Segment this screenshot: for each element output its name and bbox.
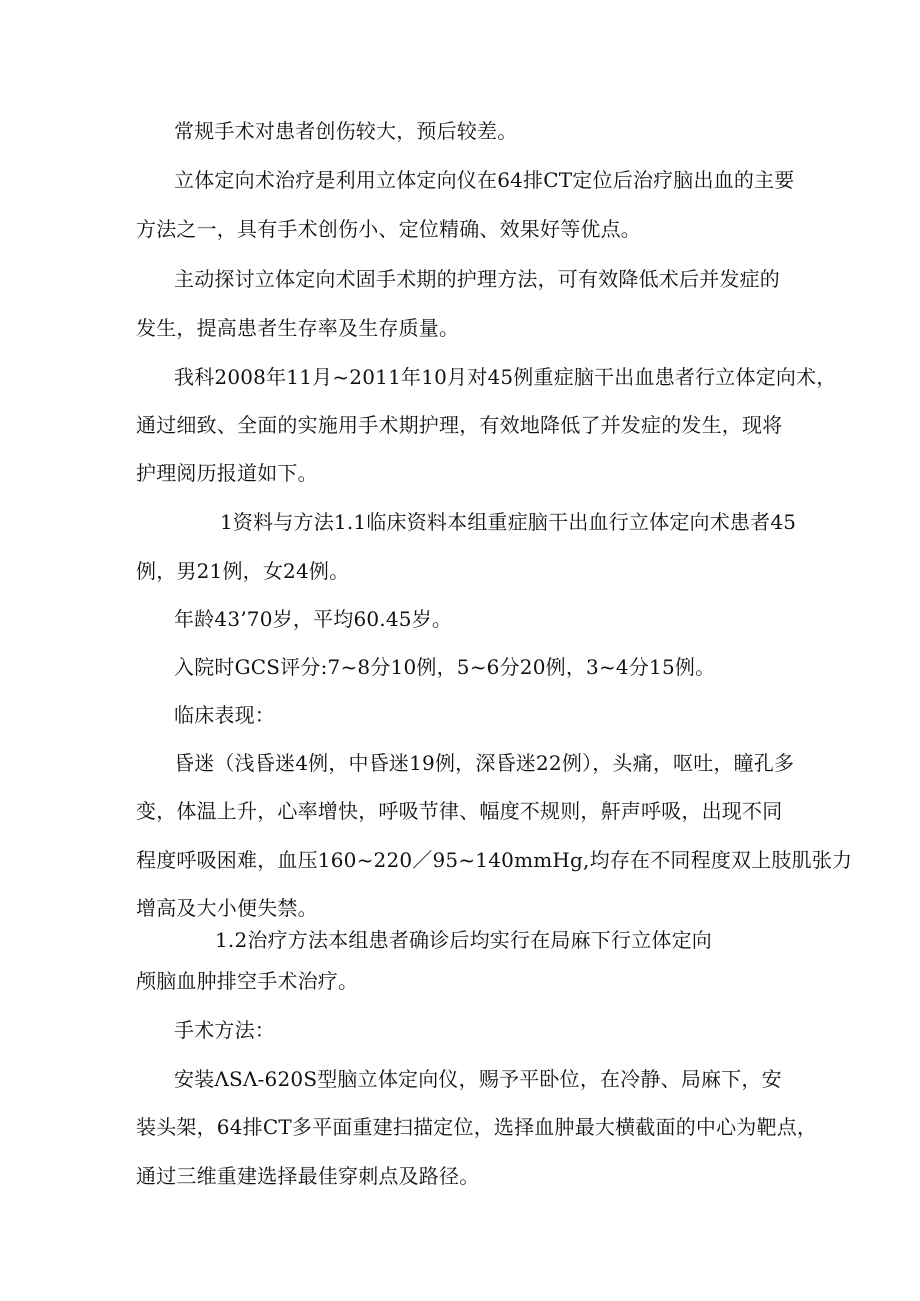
text-line: 1资料与方法1.1临床资料本组重症脑干出血行立体定向术患者45 (220, 510, 797, 534)
text-line: 增高及大小便失禁。 (136, 896, 318, 920)
text-line: 变，体温上升，心率增快，呼吸节律、幅度不规则，鼾声呼吸，出现不同 (136, 799, 783, 823)
text-line: 通过三维重建选择最佳穿刺点及路径。 (136, 1164, 480, 1188)
text-line: 发生，提高患者生存率及生存质量。 (136, 316, 460, 340)
text-line: 立体定向术治疗是利用立体定向仪在64排CT定位后治疗脑出血的主要 (174, 168, 795, 192)
text-line: 颅脑血肿排空手术治疗。 (136, 969, 359, 993)
text-line: 年龄43’70岁，平均60.45岁。 (174, 607, 453, 631)
text-line: 手术方法： (174, 1018, 275, 1042)
text-line: 通过细致、全面的实施用手术期护理，有效地降低了并发症的发生，现将 (136, 413, 783, 437)
text-line: 安装ΛSΛ-620S型脑立体定向仪，赐予平卧位，在冷静、局麻下，安 (174, 1067, 782, 1091)
text-line: 入院时GCS评分:7~8分10例，5~6分20例，3~4分15例。 (174, 655, 716, 679)
text-line: 护理阅历报道如下。 (136, 461, 318, 485)
text-line: 程度呼吸困难，血压160~220／95~140mmHg,均存在不同程度双上肢肌张力 (136, 848, 853, 872)
text-line: 1.2治疗方法本组患者确诊后均实行在局麻下行立体定向 (215, 928, 713, 952)
text-line: 主动探讨立体定向术固手术期的护理方法，可有效降低术后并发症的 (174, 267, 780, 291)
text-line: 我科2008年11月~2011年10月对45例重症脑干出血患者行立体定向术， (174, 365, 837, 389)
text-line: 方法之一，具有手术创伤小、定位精确、效果好等优点。 (136, 217, 641, 241)
text-line: 常规手术对患者创伤较大，预后较差。 (174, 119, 518, 143)
text-line: 昏迷（浅昏迷4例，中昏迷19例，深昏迷22例），头痛，呕吐，瞳孔多 (174, 751, 795, 775)
text-line: 临床表现： (174, 703, 275, 727)
text-line: 装头架，64排CT多平面重建扫描定位，选择血肿最大横截面的中心为靶点， (136, 1115, 818, 1139)
text-line: 例，男21例，女24例。 (136, 559, 350, 583)
